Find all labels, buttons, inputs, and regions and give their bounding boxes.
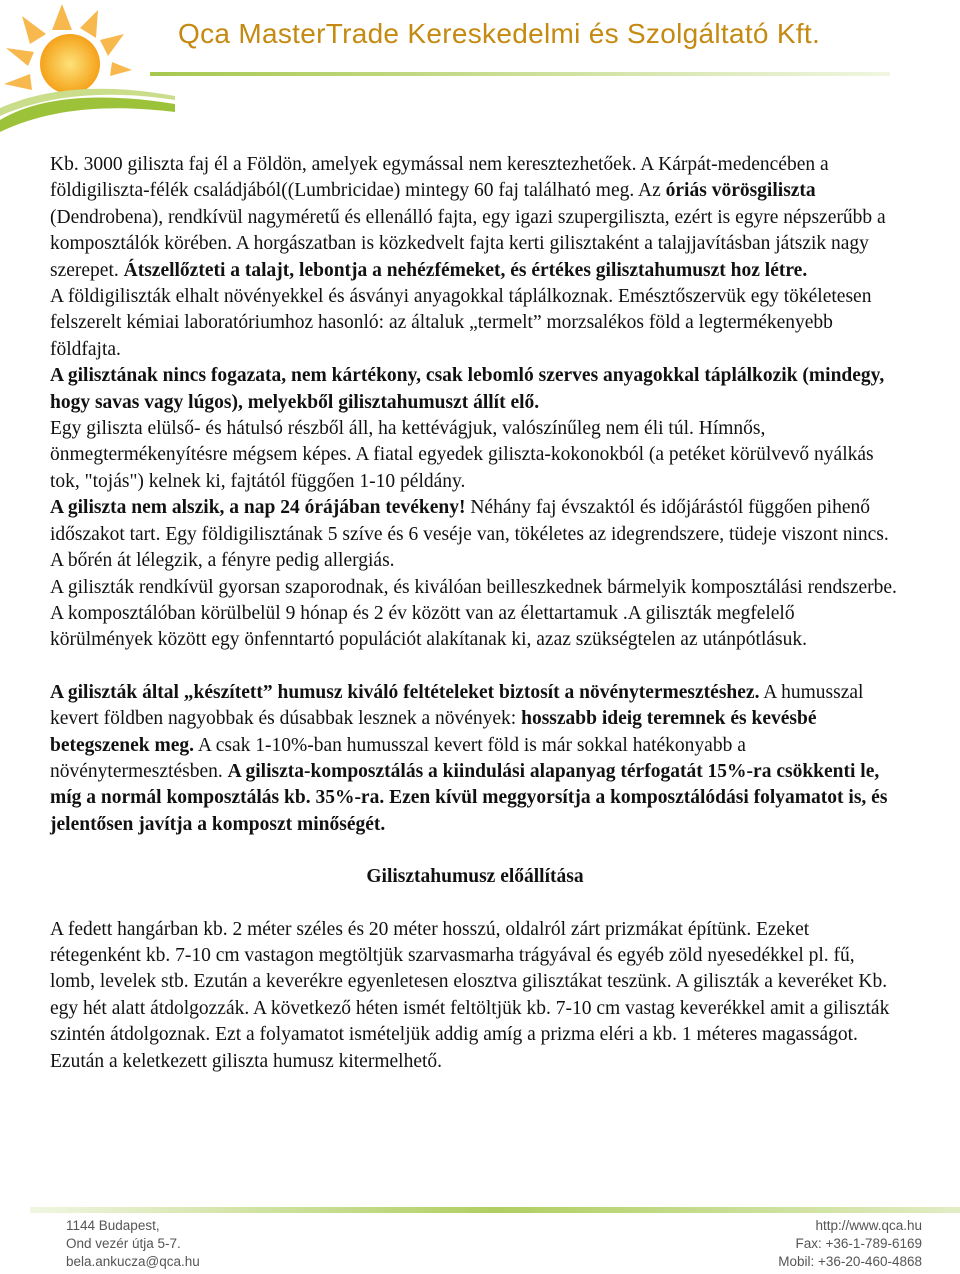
footer-address-block — [66, 1217, 200, 1271]
text-run: (Dendrobena), rendkívül nagyméretű és ellenálló fajta, egy igazi szupergiliszta, ezért is egyre népszerűbb a komposztálók körében. A horgászatban is közkedvelt fajta kerti gilisztaként a talajjavításban játszik nagy szerepet. — [50, 206, 886, 281]
document-body — [50, 152, 900, 1075]
company-name: Qca MasterTrade Kereskedelmi és Szolgáltató Kft. — [178, 18, 821, 49]
mobile-number: Mobil: +36-20-460-4868 — [778, 1254, 922, 1269]
text-run: Ezután a keletkezett giliszta humusz kitermelhető. — [50, 1050, 443, 1072]
text-run: Néhány faj évszaktól és időjárástól függően pihenő időszakot tart. Egy földigilisztának 5 szíve és 6 veséje van, tökéletes az idegrendszere, tüdeje viszont nincs. A bőrén át lélegzik, a fényre pedig allergiás. — [50, 497, 889, 572]
bold-text-run: A giliszta nem alszik, a nap 24 órájában tevékeny! — [50, 497, 466, 519]
paragraph-no-teeth — [50, 363, 900, 416]
paragraph-harvest — [50, 1049, 900, 1075]
fax-number: Fax: +36-1-789-6169 — [795, 1236, 922, 1251]
letterhead-footer — [0, 1200, 960, 1274]
text-run: A földigiliszták elhalt növényekkel és ásványi anyagokkal táplálkoznak. Emésztőszervük egy tökéletesen felszerelt kémiai laboratóriumhoz hasonló: az általuk „termelt” morzsalékos föld a legtermékenyebb földfajta. — [50, 286, 872, 360]
paragraph-anatomy — [50, 416, 900, 495]
email-link[interactable]: bela.ankucza@qca.hu — [66, 1254, 200, 1269]
address-line-2: Ond vezér útja 5-7. — [66, 1236, 181, 1251]
footer-contact-block — [778, 1217, 922, 1271]
bold-text-run: A giliszta-komposztálás a kiindulási alapanyag térfogatát 15%-ra csökkenti le, míg a normál komposztálás kb. 35%-ra. Ezen kívül meggyorsítja a komposztálódási folyamatot is, és jelentősen javítja a komposzt minőségét. — [50, 760, 888, 835]
text-run: A giliszták rendkívül gyorsan szaporodnak, és kiválóan beilleszkednek bármelyik komposztálási rendszerbe. A komposztálóban körülbelül 9 hónap és 2 év között van az élettartamuk .A giliszták megfelelő körülmények között egy önfenntartó populációt alakítanak ki, azaz szükségtelen az utánpótlásuk. — [50, 576, 897, 651]
text-run: Egy giliszta elülső- és hátulsó részből áll, ha kettévágjuk, valószínűleg nem éli túl. Hímnős, önmegtermékenyítésre mégsem képes. A fiatal egyedek giliszta-kokonokból (a petéket körülvevő nyálkás tok, "tojás") kelnek ki, fajtától függően 1-10 példány. — [50, 418, 874, 492]
paragraph-intro — [50, 152, 900, 284]
bold-text-run: A giliszták által „készített” humusz kiváló feltételeket biztosít a növénytermesztéshez. — [50, 681, 760, 703]
spacer — [50, 891, 900, 917]
bold-text-run: hosszabb ideig teremnek és kevésbé betegszenek meg. — [50, 708, 817, 756]
text-run: A csak 1-10%-ban humusszal kevert föld is már sokkal hatékonyabb a növénytermesztésben. — [50, 734, 746, 782]
bold-text-run: óriás vörösgiliszta — [665, 180, 816, 202]
address-line-1: 1144 Budapest, — [66, 1218, 160, 1233]
bold-text-run: A gilisztának nincs fogazata, nem kártékony, csak lebomló szerves anyagokkal táplálkozik (mindegy, hogy savas vagy lúgos), melyekből gilisztahumuszt állít elő. — [50, 365, 885, 413]
letterhead — [0, 0, 960, 140]
paragraph-reproduction — [50, 575, 900, 654]
sun-logo-icon — [0, 0, 175, 140]
spacer — [50, 654, 900, 680]
paragraph-activity — [50, 495, 900, 574]
text-run: A humusszal kevert földben nagyobbak és dúsabbak lesznek a növények: — [50, 681, 864, 730]
spacer — [50, 838, 900, 864]
text-run: Kb. 3000 giliszta faj él a Földön, amelyek egymással nem keresztezhetőek. A Kárpát-medencében a földigiliszta-félék családjából((Lumbricidae) mintegy 60 faj található meg. Az — [50, 154, 829, 202]
footer-divider — [30, 1207, 960, 1213]
header-divider — [150, 72, 890, 76]
text-run: A fedett hangárban kb. 2 méter széles és 20 méter hosszú, oldalról zárt prizmákat építünk. Ezeket rétegenként kb. 7-10 cm vastagon megtöltjük szarvasmarha trágyával és egyéb zöld nyesedékkel pl. fű, lomb, levelek stb. Ezután a keverékre egyenletesen elosztva gilisztákat teszünk. A giliszták a keveréket Kb. egy hét alatt átdolgozzák. A következő héten ismét feltöltjük kb. 7-10 cm vastag keverékkel amit a giliszták szintén átdolgoznak. Ezt a folyamatot ismételjük addig amíg a prizma eléri a kb. 1 méteres magasságot. — [50, 918, 890, 1046]
section-heading-text: Gilisztahumusz előállítása — [366, 866, 584, 888]
paragraph-humus-benefits — [50, 680, 900, 838]
website-link[interactable]: http://www.qca.hu — [815, 1218, 922, 1233]
paragraph-feeding — [50, 284, 900, 363]
bold-text-run: Átszellőzteti a talajt, lebontja a nehézfémeket, és értékes gilisztahumuszt hoz létre. — [123, 259, 808, 281]
section-heading — [50, 864, 900, 890]
paragraph-production — [50, 917, 900, 1049]
